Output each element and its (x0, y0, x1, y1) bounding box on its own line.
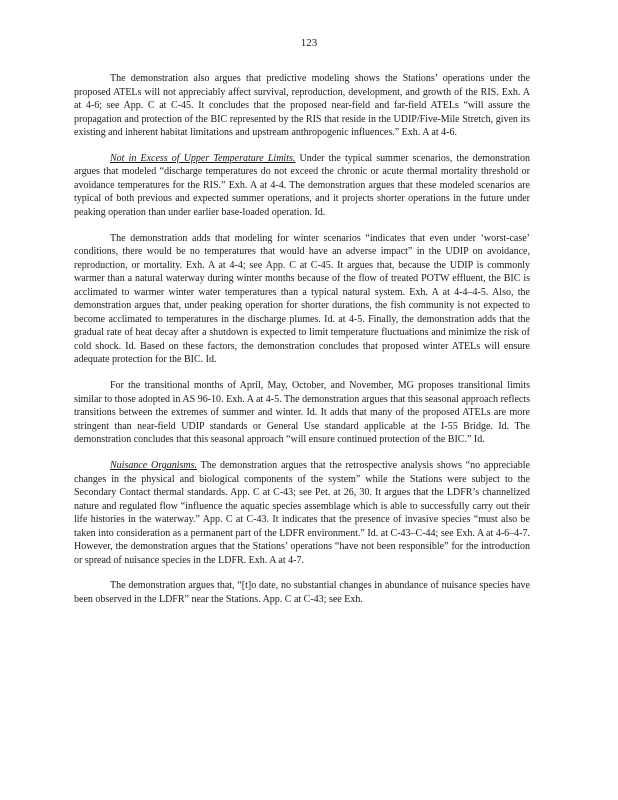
paragraph-text: Under the typical summer scenarios, the demonstration argues that modeled “discharge temperatures do not exceed the chronic or acute thermal mortality threshold or avoidance temperatures for the RIS.” Exh. A at 4-4. The demonstration argues that these modeled scenarios are typical of both previous and expected summer operations, and it projects shorter operations in the future under peaking operation than under earlier base-loaded operation. Id. (74, 152, 530, 218)
paragraph-text: For the transitional months of April, May, October, and November, MG proposes transitional limits similar to those adopted in AS 96-10. Exh. A at 4-5. The demonstration argues that this seasonal approach reflects transitions between the extremes of summer and winter. Id. It adds that many of the proposed ATELs are more stringent than near-field UDIP standards or General Use standard applicable at the I-55 Bridge. Id. The demonstration concludes that this seasonal approach “will ensure continued protection of the BIC.” Id. (74, 380, 530, 446)
section-heading: Nuisance Organisms. (110, 460, 198, 472)
paragraph-text: The demonstration argues that, “[t]o date, no substantial changes in abundance of nuisance species have been observed in the LDFR” near the Stations. App. C at C-43; see Exh. (74, 580, 530, 605)
paragraph (74, 579, 530, 606)
paragraph (74, 152, 530, 220)
page-number: 123 (300, 37, 318, 49)
body-text (74, 72, 530, 619)
paragraph (74, 459, 530, 567)
paragraph (74, 379, 530, 447)
paragraph-text: The demonstration also argues that predictive modeling shows the Stations’ operations under the proposed ATELs will not appreciably affect survival, reproduction, development, and growth of the RIS. Exh. A at 4-6; see App. C at C-45. It concludes that the proposed near-field and far-field ATELs “will assure the propagation and protection of the BIC represented by the RIS that reside in the UDIP/Five-Mile Stretch, given its existing and inherent habitat limitations and upstream anthropogenic influences.” Exh. A at 4-6. (74, 73, 530, 138)
paragraph-text: The demonstration argues that the retrospective analysis shows “no appreciable changes in the physical and biological components of the system” while the Stations were subject to the Secondary Contact thermal standards. App. C at C-43; see Pet. at 26, 30. It argues that the LDFR’s channelized nature and regulated flow “influence the aquatic species assemblage which is able to successfully carry out their life histories in the waterway.” App. C at C-43. It indicates that the presence of invasive species “must also be taken into consideration as a permanent part of the LDFR environment.” Id. at C-43–C-44; see Exh. A at 4-6–4-7. However, the demonstration argues that the Stations’ operations “have not been responsible” for the introduction or spread of nuisance species in the LDFR. Exh. A at 4-7. (74, 460, 530, 566)
paragraph-text: The demonstration adds that modeling for winter scenarios “indicates that even under ‘worst-case’ conditions, there would be no temperatures that would have an adverse impact” in the UDIP on avoidance, reproduction, or mortality. Exh. A at 4-4; see App. C at C-45. It argues that, because the UDIP is commonly warmer than a natural waterway during winter months because of the flow of treated POTW effluent, the BIC is acclimated to warmer winter water temperatures than a typical natural system. Exh. A at 4-4–4-5. Also, the demonstration argues that, under peaking operation for shorter durations, the fish community is not expected to become acclimated to temperatures in the discharge plumes. Id. at 4-5. Finally, the demonstration adds that the gradual rate of heat decay after a shutdown is expected to limit temperature fluctuations and minimize the risk of cold shock. Id. Based on these factors, the demonstration concludes that proposed winter ATELs will ensure adequate protection for the BIC. Id. (74, 232, 530, 366)
paragraph (74, 72, 530, 140)
section-heading: Not in Excess of Upper Temperature Limits. (110, 152, 296, 164)
paragraph (74, 232, 530, 367)
